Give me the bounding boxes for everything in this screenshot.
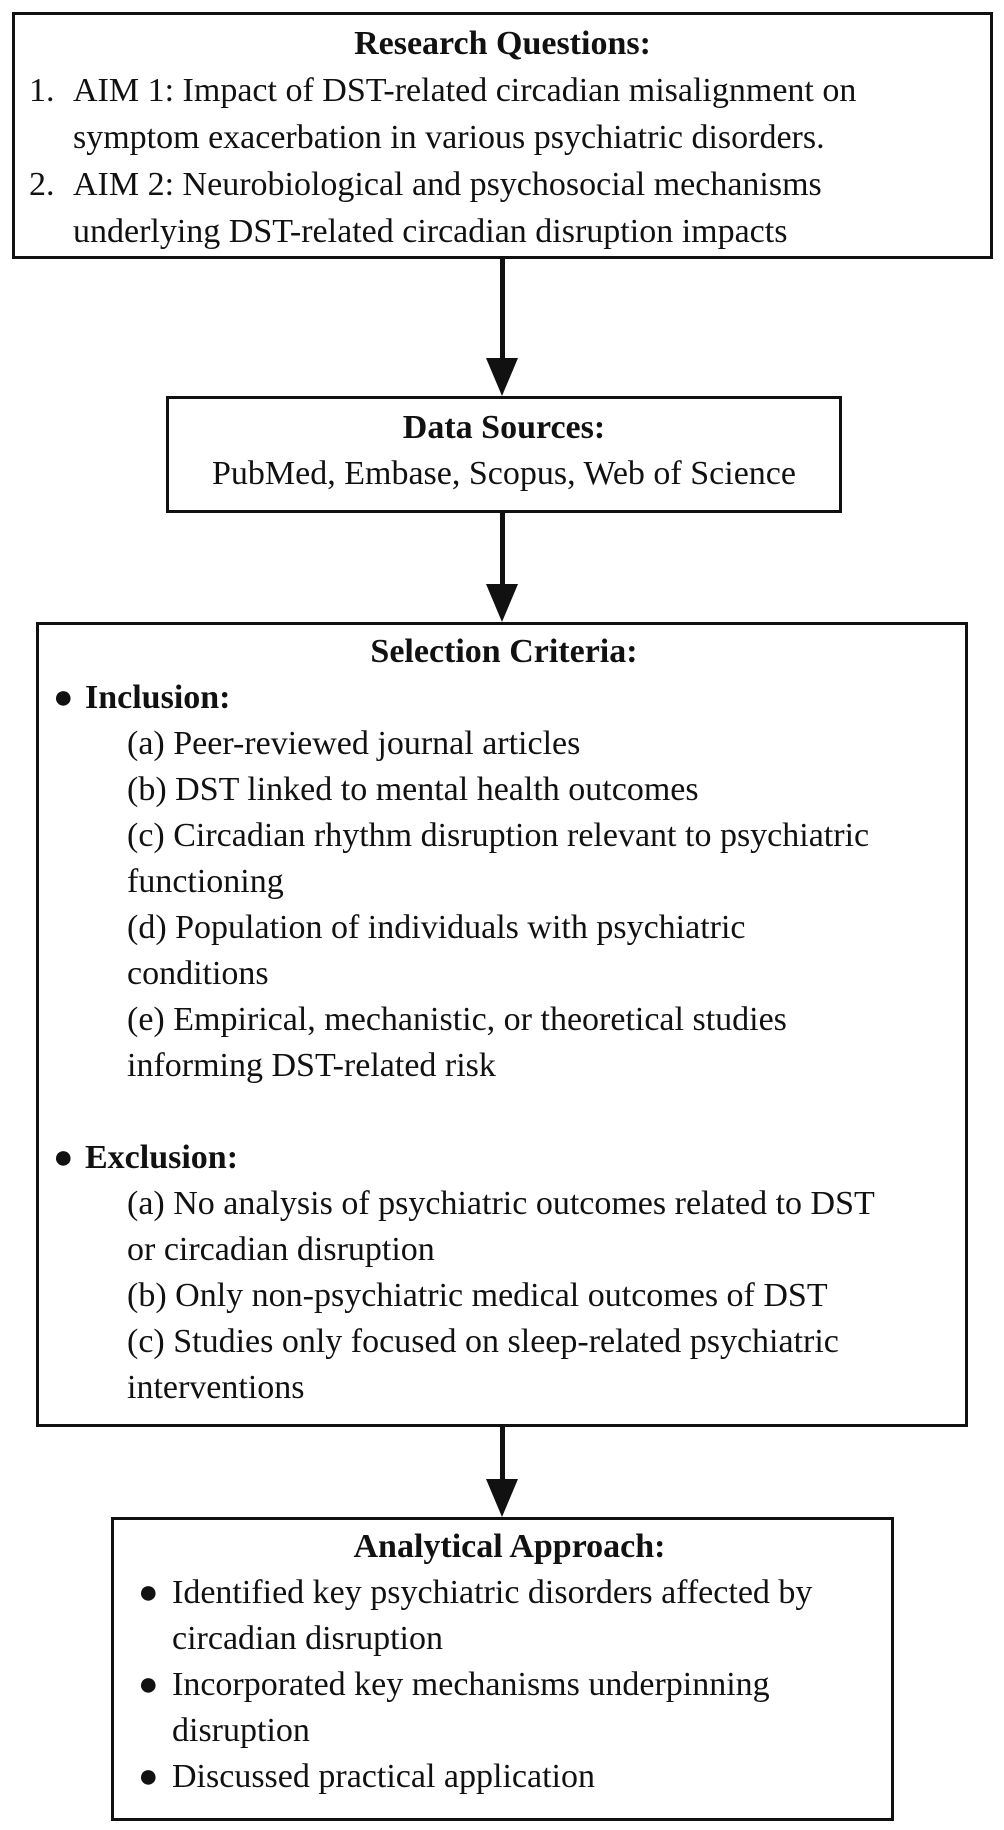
- inclusion-label: Inclusion:: [85, 679, 231, 716]
- exclusion-label: Exclusion:: [85, 1139, 239, 1176]
- bullet-icon: ●: [53, 679, 74, 716]
- approach-item-text: Incorporated key mechanisms underpinning disruption: [172, 1666, 770, 1749]
- list-item: (b) Only non-psychiatric medical outcomes of DST: [127, 1277, 828, 1314]
- list-number: 1.: [29, 72, 55, 109]
- list-item: [138, 1754, 881, 1800]
- research-questions-box: [12, 12, 993, 259]
- section-spacer: [53, 1089, 955, 1135]
- flow-arrow-down: [486, 1427, 518, 1517]
- bullet-icon: ●: [138, 1666, 159, 1703]
- list-item: [29, 67, 903, 161]
- research-questions-list: [29, 67, 976, 255]
- exclusion-list: [53, 1181, 955, 1411]
- arrow-head-icon: [486, 1479, 518, 1517]
- exclusion-heading: [53, 1135, 955, 1181]
- aim-2-text: AIM 2: Neurobiological and psychosocial mechanisms underlying DST-related circadian disruption impacts: [73, 166, 822, 250]
- approach-item-text: Identified key psychiatric disorders affected by circadian disruption: [172, 1574, 813, 1657]
- list-item: (b) DST linked to mental health outcomes: [127, 771, 699, 808]
- list-item: [138, 1570, 872, 1662]
- analytical-approach-title: Analytical Approach:: [353, 1528, 666, 1565]
- list-item: [138, 1662, 872, 1754]
- flow-arrow-down: [486, 513, 518, 622]
- data-sources-list: PubMed, Embase, Scopus, Web of Science: [212, 455, 796, 492]
- bullet-icon: ●: [138, 1758, 159, 1795]
- list-item: (a) Peer-reviewed journal articles: [127, 725, 581, 762]
- aim-1-text: AIM 1: Impact of DST-related circadian misalignment on symptom exacerbation in various psychiatric disorders.: [73, 72, 857, 156]
- list-item: (d) Population of individuals with psychiatric conditions: [127, 909, 746, 992]
- list-item: (c) Circadian rhythm disruption relevant to psychiatric functioning: [127, 817, 870, 900]
- analytical-approach-list: [138, 1570, 881, 1800]
- bullet-icon: ●: [138, 1574, 159, 1611]
- approach-item-text: Discussed practical application: [172, 1758, 595, 1795]
- inclusion-list: [53, 721, 955, 1089]
- analytical-approach-box: [111, 1517, 894, 1821]
- bullet-icon: ●: [53, 1139, 74, 1176]
- list-item: (a) No analysis of psychiatric outcomes related to DST or circadian disruption: [127, 1185, 875, 1268]
- list-number: 2.: [29, 166, 55, 203]
- research-questions-title: Research Questions:: [354, 25, 651, 62]
- arrow-shaft: [500, 259, 505, 359]
- inclusion-heading: [53, 675, 955, 721]
- list-item: (c) Studies only focused on sleep-related psychiatric interventions: [127, 1323, 839, 1406]
- selection-criteria-box: [36, 622, 968, 1427]
- arrow-shaft: [500, 1427, 505, 1480]
- data-sources-box: [166, 396, 842, 513]
- data-sources-title: Data Sources:: [402, 409, 606, 446]
- list-item: [29, 161, 883, 255]
- flow-arrow-down: [486, 259, 518, 396]
- arrow-head-icon: [486, 358, 518, 396]
- arrow-shaft: [500, 513, 505, 585]
- arrow-head-icon: [486, 584, 518, 622]
- list-item: (e) Empirical, mechanistic, or theoretical studies informing DST-related risk: [127, 1001, 787, 1084]
- selection-criteria-title: Selection Criteria:: [370, 633, 638, 670]
